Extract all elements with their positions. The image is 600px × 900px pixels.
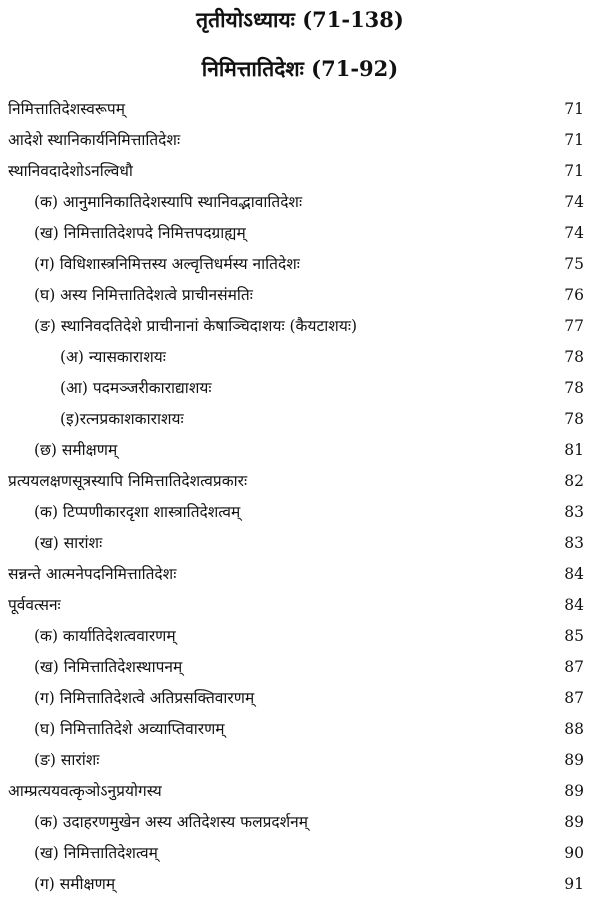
toc-entry-title: (घ) निमित्तातिदेशे अव्याप्तिवारणम् <box>34 720 225 738</box>
toc-entry <box>0 187 600 218</box>
toc-entry-page-number: 84 <box>564 565 584 583</box>
toc-entry <box>0 590 600 621</box>
toc-entry <box>0 559 600 590</box>
toc-entry-page-number: 83 <box>564 503 584 521</box>
toc-entry-title: (आ) पदमञ्जरीकाराद्याशयः <box>60 379 212 397</box>
toc-entry-title: (क) उदाहरणमुखेन अस्य अतिदेशस्य फलप्रदर्शनम् <box>34 813 309 831</box>
toc-entry <box>0 435 600 466</box>
toc-entry-title: निमित्तातिदेशस्वरूपम् <box>8 100 126 118</box>
toc-entry-page-number: 74 <box>564 224 584 242</box>
toc-entry <box>0 466 600 497</box>
toc-entry-title: (क) कार्यातिदेशत्ववारणम् <box>34 627 176 645</box>
toc-entry <box>0 373 600 404</box>
toc-entry <box>0 838 600 869</box>
toc-entry-page-number: 91 <box>564 875 584 893</box>
section-heading: निमित्तातिदेशः (71-92) <box>201 56 399 81</box>
toc-entry <box>0 807 600 838</box>
toc-entry-page-number: 75 <box>564 255 584 273</box>
toc-entry-title: स्थानिवदादेशोऽनल्विधौ <box>8 162 133 180</box>
toc-entry-page-number: 89 <box>564 782 584 800</box>
toc-entry <box>0 125 600 156</box>
toc-entry-title: (ख) सारांशः <box>34 534 103 552</box>
toc-entry-title: (ख) निमित्तातिदेशपदे निमित्तपदग्राह्यम् <box>34 224 246 242</box>
toc-entry <box>0 714 600 745</box>
toc-entry <box>0 745 600 776</box>
toc-entry-title: (ङ) स्थानिवदतिदेशे प्राचीनानां केषाञ्चिदाशयः (कैयटाशयः) <box>34 317 357 335</box>
toc-entry-page-number: 88 <box>564 720 584 738</box>
toc-entry <box>0 342 600 373</box>
toc-entry-page-number: 87 <box>564 689 584 707</box>
toc-entry <box>0 156 600 187</box>
toc-entry-title: (ङ) सारांशः <box>34 751 100 769</box>
toc-entry <box>0 249 600 280</box>
toc-entry-page-number: 83 <box>564 534 584 552</box>
toc-entry-page-number: 74 <box>564 193 584 211</box>
toc-entry-page-number: 76 <box>564 286 584 304</box>
toc-entry-title: आदेशे स्थानिकार्यनिमित्तातिदेशः <box>8 131 181 149</box>
toc-entry-page-number: 84 <box>564 596 584 614</box>
toc-entry <box>0 652 600 683</box>
toc-entry-title: (ग) विधिशास्त्रनिमित्तस्य अल्वृत्तिधर्मस्य नातिदेशः <box>34 255 300 273</box>
toc-entry-page-number: 71 <box>564 100 584 118</box>
toc-entry-page-number: 78 <box>564 410 584 428</box>
toc-entry-page-number: 85 <box>564 627 584 645</box>
toc-entry-page-number: 78 <box>564 379 584 397</box>
toc-entry <box>0 311 600 342</box>
toc-entry-page-number: 78 <box>564 348 584 366</box>
toc-entry <box>0 497 600 528</box>
toc-entry <box>0 683 600 714</box>
toc-entry-title: (घ) अस्य निमित्तातिदेशत्वे प्राचीनसंमतिः <box>34 286 253 304</box>
toc-entry <box>0 621 600 652</box>
toc-entry-page-number: 89 <box>564 751 584 769</box>
toc-entry-page-number: 87 <box>564 658 584 676</box>
toc-entry <box>0 94 600 125</box>
toc-entry <box>0 280 600 311</box>
toc-entry-title: (ग) निमित्तातिदेशत्वे अतिप्रसक्तिवारणम् <box>34 689 255 707</box>
toc-entry-title: पूर्ववत्सनः <box>8 596 61 614</box>
toc-entry-title: (इ)रत्नप्रकाशकाराशयः <box>60 410 184 428</box>
toc-entry <box>0 528 600 559</box>
toc-entry-title: (छ) समीक्षणम् <box>34 441 118 459</box>
toc-entry-title: (अ) न्यासकाराशयः <box>60 348 166 366</box>
toc-entry-page-number: 90 <box>564 844 584 862</box>
toc-entry <box>0 404 600 435</box>
toc-entry-page-number: 71 <box>564 162 584 180</box>
toc-entry-title: प्रत्ययलक्षणसूत्रस्यापि निमित्तातिदेशत्वप्रकारः <box>8 472 248 490</box>
toc-entry-title: (ख) निमित्तातिदेशत्वम् <box>34 844 158 862</box>
toc-entry-title: सन्नन्ते आत्मनेपदनिमित्तातिदेशः <box>8 565 177 583</box>
toc-entry <box>0 869 600 900</box>
toc-entry-title: आम्प्रत्ययवत्कृञोऽनुप्रयोगस्य <box>8 782 162 800</box>
toc-entry-title: (क) टिप्पणीकारदृशा शास्त्रातिदेशत्वम् <box>34 503 241 521</box>
toc-entry-title: (क) आनुमानिकातिदेशस्यापि स्थानिवद्भावातिदेशः <box>34 193 303 211</box>
toc-entry-page-number: 71 <box>564 131 584 149</box>
table-of-contents <box>0 94 600 900</box>
toc-entry-title: (ख) निमित्तातिदेशस्थापनम् <box>34 658 183 676</box>
toc-entry-page-number: 89 <box>564 813 584 831</box>
chapter-heading: तृतीयोऽध्यायः (71-138) <box>196 7 404 32</box>
toc-entry-page-number: 77 <box>564 317 584 335</box>
toc-entry <box>0 776 600 807</box>
toc-entry-page-number: 81 <box>564 441 584 459</box>
toc-entry-page-number: 82 <box>564 472 584 490</box>
toc-entry <box>0 218 600 249</box>
toc-entry-title: (ग) समीक्षणम् <box>34 875 116 893</box>
